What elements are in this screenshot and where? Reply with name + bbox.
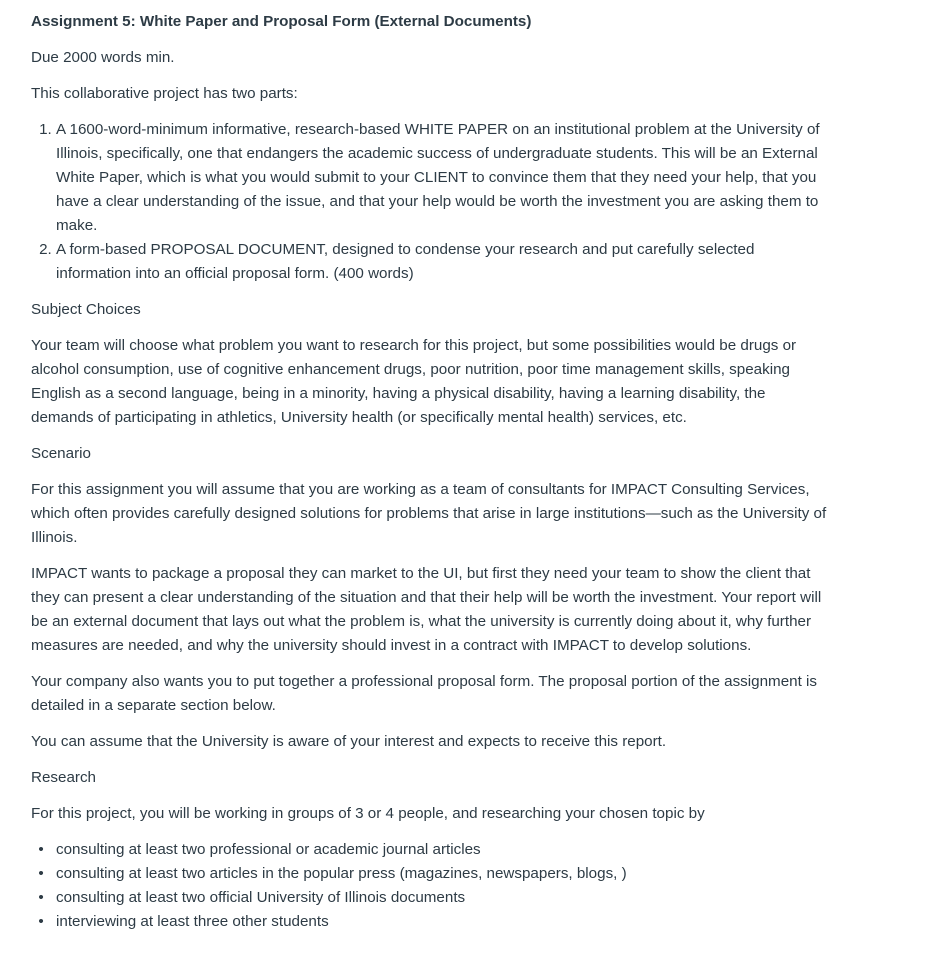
scenario-paragraph-4: You can assume that the University is aware of your interest and expects to receive this report. [31, 733, 667, 750]
list-item [38, 838, 831, 862]
scenario-paragraph-3: Your company also wants you to put together a professional proposal form. The proposal portion of the assignment is detailed in a separate section below. [31, 673, 817, 714]
research-item-text: consulting at least two articles in the popular press (magazines, newspapers, blogs, ) [56, 865, 627, 882]
bullet-icon: • [38, 865, 44, 882]
subject-choices-paragraph: Your team will choose what problem you want to research for this project, but some possibilities would be drugs or alcohol consumption, use of cognitive enhancement drugs, poor nutrition, poor time management skills, speaking English as a second language, being in a minority, having a physical disability, having a learning disability, the demands of participating in athletics, University health (or specifically mental health) services, etc. [31, 337, 797, 426]
research-item-text: consulting at least two official University of Illinois documents [56, 889, 466, 906]
list-item [38, 862, 831, 886]
scenario-paragraph-2: IMPACT wants to package a proposal they can market to the UI, but first they need your team to show the client that they can present a clear understanding of the situation and that their help will be worth the investment. Your report will be an external document that lays out what the problem is, what the university is currently doing about it, why further measures are needed, and why the university should invest in a contract with IMPACT to develop solutions. [31, 565, 822, 654]
research-heading: Research [31, 769, 96, 786]
scenario-heading: Scenario [31, 445, 91, 462]
part-proposal-document: 2. A form-based PROPOSAL DOCUMENT, designed to condense your research and put carefully selected information into an official proposal form. (400 words) [56, 238, 831, 286]
research-paragraph: For this project, you will be working in groups of 3 or 4 people, and researching your chosen topic by [31, 805, 705, 822]
due-note: Due 2000 words min. [31, 49, 175, 66]
part-white-paper: 1. A 1600-word-minimum informative, research-based WHITE PAPER on an institutional problem at the University of Illinois, specifically, one that endangers the academic success of undergraduate students. This will be an External White Paper, which is what you would submit to your CLIENT to convince them that they need your help, that you have a clear understanding of the issue, and that your help would be worth the investment you are asking them to make. [56, 118, 831, 238]
research-item-text: interviewing at least three other students [56, 913, 329, 930]
list-item [38, 886, 831, 910]
bullet-icon: • [38, 913, 44, 930]
subject-choices-heading: Subject Choices [31, 301, 141, 318]
bullet-icon: • [38, 889, 44, 906]
bullet-icon: • [38, 841, 44, 858]
research-list [31, 838, 831, 934]
research-item-text: consulting at least two professional or academic journal articles [56, 841, 481, 858]
intro-paragraph: This collaborative project has two parts: [31, 85, 298, 102]
assignment-title: Assignment 5: White Paper and Proposal Form (External Documents) [31, 13, 532, 30]
parts-list [31, 118, 831, 286]
list-item [38, 910, 831, 934]
scenario-paragraph-1: For this assignment you will assume that you are working as a team of consultants for IMPACT Consulting Services, which often provides carefully designed solutions for problems that arise in large institutions—such as the University of Illinois. [31, 481, 827, 546]
